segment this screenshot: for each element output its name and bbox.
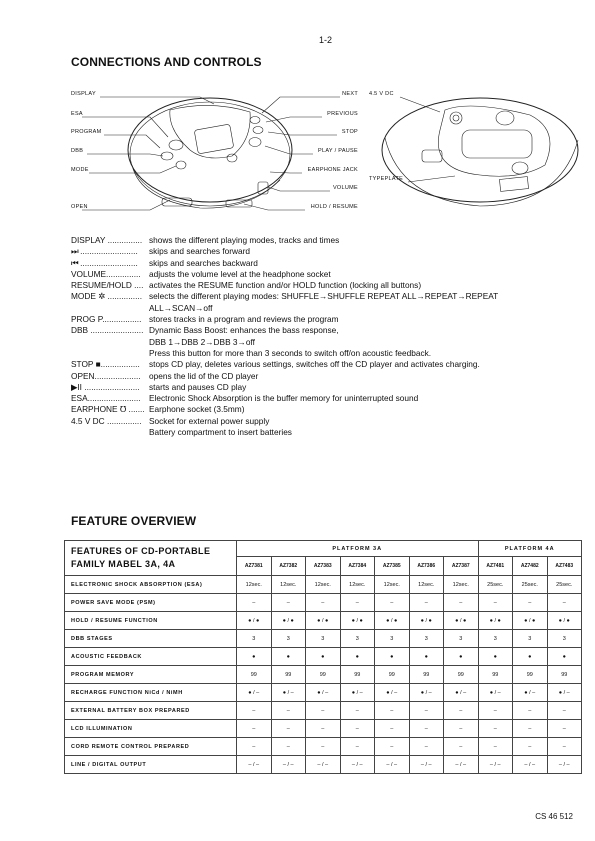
feature-value-cell: ● / ● — [444, 612, 479, 630]
section-title-feature-overview: FEATURE OVERVIEW — [71, 514, 197, 528]
feature-overview-table — [64, 540, 582, 774]
model-header-cell: AZ7481 — [478, 557, 513, 576]
feature-label: LINE / DIGITAL OUTPUT — [65, 756, 237, 774]
control-description-row — [71, 280, 551, 291]
table-row — [65, 648, 582, 666]
feature-value-cell: ● / ● — [340, 612, 375, 630]
model-header-cell: AZ7482 — [513, 557, 548, 576]
feature-value-cell: 99 — [375, 666, 410, 684]
feature-value-cell: 99 — [409, 666, 444, 684]
feature-value-cell: 99 — [547, 666, 582, 684]
feature-value-cell: – / – — [547, 756, 582, 774]
control-text: starts and pauses CD play — [149, 381, 247, 392]
control-text: opens the lid of the CD player — [149, 370, 259, 381]
feature-value-cell: 12sec. — [237, 576, 272, 594]
control-term: ▶II ........................ — [71, 381, 140, 392]
control-text: DBB 1→DBB 2→DBB 3→off — [149, 336, 255, 347]
control-text: shows the different playing modes, tracks and times — [149, 235, 340, 245]
label-dc-socket: 4.5 V DC — [369, 91, 394, 97]
feature-value-cell: ● / – — [547, 684, 582, 702]
feature-value-cell: – / – — [444, 756, 479, 774]
control-text: ALL→SCAN→off — [149, 302, 213, 313]
section-title-connections: CONNECTIONS AND CONTROLS — [71, 55, 262, 69]
feature-value-cell: 3 — [547, 630, 582, 648]
control-text: Press this button for more than 3 seconds to switch off/on acoustic feedback. — [149, 347, 432, 358]
feature-label: PROGRAM MEMORY — [65, 666, 237, 684]
feature-value-cell: ● — [444, 648, 479, 666]
feature-value-cell: – — [444, 702, 479, 720]
feature-value-cell: 99 — [271, 666, 306, 684]
label-typeplate: TYPEPLATE — [369, 176, 404, 182]
feature-value-cell: 12sec. — [306, 576, 341, 594]
document-code: CS 46 512 — [535, 812, 573, 821]
feature-value-cell: 3 — [306, 630, 341, 648]
feature-value-cell: – — [444, 720, 479, 738]
control-description-row — [71, 416, 551, 427]
feature-value-cell: – / – — [478, 756, 513, 774]
model-header-cell: AZ7386 — [409, 557, 444, 576]
feature-value-cell: ● / ● — [409, 612, 444, 630]
platform-3a-header: PLATFORM 3A — [237, 541, 479, 557]
control-description-row — [71, 246, 551, 257]
feature-label: EXTERNAL BATTERY BOX PREPARED — [65, 702, 237, 720]
feature-value-cell: 3 — [478, 630, 513, 648]
feature-value-cell: ● — [547, 648, 582, 666]
table-row — [65, 630, 582, 648]
feature-value-cell: – — [478, 720, 513, 738]
feature-value-cell: 25sec. — [478, 576, 513, 594]
feature-value-cell: – — [547, 738, 582, 756]
feature-value-cell: ● — [271, 648, 306, 666]
feature-label: LCD ILLUMINATION — [65, 720, 237, 738]
feature-value-cell: ● / – — [306, 684, 341, 702]
feature-value-cell: – — [547, 720, 582, 738]
control-term: 4.5 V DC ............... — [71, 415, 142, 426]
model-header-cell: AZ7381 — [237, 557, 272, 576]
feature-value-cell: – — [513, 594, 548, 612]
control-text: stores tracks in a program and reviews the program — [149, 314, 339, 325]
feature-value-cell: ● — [513, 648, 548, 666]
feature-value-cell: – — [340, 702, 375, 720]
feature-value-cell: – — [306, 738, 341, 756]
control-text: Dynamic Bass Boost: enhances the bass response, — [149, 325, 339, 336]
control-description-row — [71, 258, 551, 269]
table-corner-title: FEATURES OF CD-PORTABLE FAMILY MABEL 3A, 4A — [65, 541, 237, 576]
feature-value-cell: – / – — [409, 756, 444, 774]
control-description-row — [71, 348, 551, 359]
feature-value-cell: ● / – — [271, 684, 306, 702]
control-description-row — [71, 427, 551, 438]
feature-value-cell: – — [306, 594, 341, 612]
label-display: DISPLAY — [71, 91, 96, 97]
label-previous: PREVIOUS — [327, 111, 358, 117]
table-row — [65, 756, 582, 774]
feature-value-cell: 99 — [237, 666, 272, 684]
control-description-row — [71, 291, 551, 302]
label-open: OPEN — [71, 204, 88, 210]
feature-value-cell: – — [340, 594, 375, 612]
table-row — [65, 594, 582, 612]
control-description-row — [71, 337, 551, 348]
control-text: skips and searches backward — [149, 257, 258, 268]
control-term: PROG P................. — [71, 314, 142, 325]
feature-value-cell: 3 — [409, 630, 444, 648]
feature-label: CORD REMOTE CONTROL PREPARED — [65, 738, 237, 756]
control-text: selects the different playing modes: SHUFFLE→SHUFFLE REPEAT ALL→REPEAT→REPEAT — [149, 291, 499, 302]
feature-value-cell: – — [237, 594, 272, 612]
control-description-row — [71, 404, 551, 415]
table-row — [65, 738, 582, 756]
control-term: VOLUME............... — [71, 268, 141, 279]
control-term: EARPHONE ℧ ....... — [71, 404, 145, 415]
table-row — [65, 576, 582, 594]
feature-value-cell: 25sec. — [513, 576, 548, 594]
feature-value-cell: ● / – — [375, 684, 410, 702]
control-term: DBB ....................... — [71, 325, 144, 336]
feature-value-cell: – / – — [306, 756, 341, 774]
feature-label: DBB STAGES — [65, 630, 237, 648]
feature-label: POWER SAVE MODE (PSM) — [65, 594, 237, 612]
feature-value-cell: 12sec. — [340, 576, 375, 594]
feature-value-cell: – — [547, 702, 582, 720]
feature-value-cell: 99 — [478, 666, 513, 684]
feature-value-cell: – — [513, 738, 548, 756]
label-stop: STOP — [341, 129, 358, 135]
feature-value-cell: – — [444, 594, 479, 612]
feature-value-cell: – / – — [340, 756, 375, 774]
control-term — [71, 427, 149, 438]
feature-value-cell: – — [478, 594, 513, 612]
feature-value-cell: 99 — [306, 666, 341, 684]
feature-value-cell: – — [478, 702, 513, 720]
label-volume: VOLUME — [332, 185, 358, 191]
feature-value-cell: ● / – — [237, 684, 272, 702]
feature-value-cell: ● / ● — [271, 612, 306, 630]
feature-value-cell: – — [409, 738, 444, 756]
cd-player-front-illustration — [0, 0, 595, 240]
label-dbb: DBB — [71, 148, 84, 154]
feature-value-cell: – — [375, 702, 410, 720]
feature-value-cell: – — [513, 720, 548, 738]
feature-value-cell: ● / – — [513, 684, 548, 702]
control-description-row — [71, 382, 551, 393]
label-mode: MODE — [71, 167, 89, 173]
control-description-row — [71, 314, 551, 325]
feature-value-cell: ● / – — [478, 684, 513, 702]
feature-value-cell: – / – — [513, 756, 548, 774]
label-play-pause: PLAY / PAUSE — [318, 148, 358, 154]
feature-value-cell: – — [547, 594, 582, 612]
feature-value-cell: 12sec. — [271, 576, 306, 594]
page-number: 1-2 — [319, 35, 333, 45]
table-row — [65, 702, 582, 720]
model-header-cell: AZ7383 — [306, 557, 341, 576]
feature-label: ELECTRONIC SHOCK ABSORPTION (ESA) — [65, 576, 237, 594]
feature-value-cell: – — [375, 738, 410, 756]
control-term: ⏮ ......................... — [71, 257, 138, 268]
feature-value-cell: – — [375, 594, 410, 612]
feature-value-cell: 3 — [444, 630, 479, 648]
feature-value-cell: – / – — [271, 756, 306, 774]
feature-value-cell: – — [271, 720, 306, 738]
feature-label: ACOUSTIC FEEDBACK — [65, 648, 237, 666]
feature-value-cell: – — [478, 738, 513, 756]
feature-value-cell: ● — [409, 648, 444, 666]
feature-value-cell: 25sec. — [547, 576, 582, 594]
feature-value-cell: 3 — [237, 630, 272, 648]
control-text: stops CD play, deletes various settings, switches off the CD player and activates charging. — [149, 359, 480, 370]
control-term: ESA....................... — [71, 393, 141, 404]
feature-label: RECHARGE FUNCTION NiCd / NiMH — [65, 684, 237, 702]
feature-value-cell: – — [237, 720, 272, 738]
control-term: ⏭ ......................... — [71, 246, 138, 257]
feature-value-cell: 12sec. — [444, 576, 479, 594]
control-description-row — [71, 393, 551, 404]
model-header-cell: AZ7384 — [340, 557, 375, 576]
feature-value-cell: ● — [306, 648, 341, 666]
control-description-row — [71, 359, 551, 370]
control-text: activates the RESUME function and/or HOLD function (locking all buttons) — [149, 280, 422, 291]
feature-value-cell: – — [271, 738, 306, 756]
feature-value-cell: – — [409, 594, 444, 612]
feature-value-cell: 3 — [340, 630, 375, 648]
feature-value-cell: 12sec. — [409, 576, 444, 594]
feature-value-cell: ● / – — [340, 684, 375, 702]
feature-value-cell: ● — [340, 648, 375, 666]
control-description-row — [71, 303, 551, 314]
feature-value-cell: – — [340, 738, 375, 756]
label-hold-resume: HOLD / RESUME — [310, 204, 358, 210]
feature-value-cell: – — [340, 720, 375, 738]
control-term: MODE ✲ ............... — [71, 291, 143, 302]
feature-value-cell: ● / – — [444, 684, 479, 702]
feature-value-cell: – — [237, 738, 272, 756]
feature-value-cell: ● / ● — [237, 612, 272, 630]
feature-value-cell: – — [271, 594, 306, 612]
model-header-cell: AZ7385 — [375, 557, 410, 576]
feature-value-cell: – — [513, 702, 548, 720]
feature-value-cell: ● / ● — [513, 612, 548, 630]
control-text: Electronic Shock Absorption is the buffer memory for uninterrupted sound — [149, 393, 419, 404]
feature-value-cell: ● / ● — [478, 612, 513, 630]
table-row — [65, 612, 582, 630]
label-esa: ESA — [71, 111, 83, 117]
control-description-row — [71, 235, 551, 246]
control-term — [71, 337, 149, 348]
control-text: adjusts the volume level at the headphone socket — [149, 268, 331, 279]
controls-description-list — [71, 235, 551, 438]
feature-value-cell: 3 — [513, 630, 548, 648]
feature-value-cell: – — [306, 702, 341, 720]
feature-value-cell: ● — [375, 648, 410, 666]
model-header-cell: AZ7382 — [271, 557, 306, 576]
feature-value-cell: ● — [237, 648, 272, 666]
platform-4a-header: PLATFORM 4A — [478, 541, 582, 557]
feature-label: HOLD / RESUME FUNCTION — [65, 612, 237, 630]
feature-value-cell: 3 — [375, 630, 410, 648]
feature-value-cell: ● / ● — [547, 612, 582, 630]
feature-value-cell: 99 — [444, 666, 479, 684]
control-text: skips and searches forward — [149, 246, 250, 257]
control-term — [71, 348, 149, 359]
feature-value-cell: – / – — [237, 756, 272, 774]
model-header-cell: AZ7387 — [444, 557, 479, 576]
feature-value-cell: 99 — [340, 666, 375, 684]
table-row — [65, 720, 582, 738]
feature-value-cell: – / – — [375, 756, 410, 774]
label-program: PROGRAM — [71, 129, 102, 135]
control-description-row — [71, 325, 551, 336]
control-term: OPEN.................... — [71, 370, 141, 381]
feature-value-cell: – — [375, 720, 410, 738]
feature-value-cell: 3 — [271, 630, 306, 648]
feature-value-cell: – — [409, 702, 444, 720]
control-text: Battery compartment to insert batteries — [149, 427, 292, 438]
control-term: STOP ■................. — [71, 359, 140, 370]
control-term: RESUME/HOLD .... — [71, 280, 144, 291]
control-description-row — [71, 269, 551, 280]
control-term: DISPLAY ............... — [71, 235, 143, 245]
control-term — [71, 303, 149, 314]
feature-value-cell: – — [237, 702, 272, 720]
control-text: Socket for external power supply — [149, 415, 270, 426]
feature-value-cell: ● / ● — [375, 612, 410, 630]
feature-value-cell: 99 — [513, 666, 548, 684]
table-row — [65, 666, 582, 684]
table-row — [65, 684, 582, 702]
label-earphone-jack: EARPHONE JACK — [307, 167, 358, 173]
feature-value-cell: ● / ● — [306, 612, 341, 630]
feature-value-cell: – — [409, 720, 444, 738]
feature-value-cell: – — [444, 738, 479, 756]
model-header-cell: AZ7483 — [547, 557, 582, 576]
feature-value-cell: – — [306, 720, 341, 738]
control-text: Earphone socket (3.5mm) — [149, 404, 245, 415]
feature-value-cell: 12sec. — [375, 576, 410, 594]
feature-value-cell: ● / – — [409, 684, 444, 702]
feature-value-cell: – — [271, 702, 306, 720]
feature-value-cell: ● — [478, 648, 513, 666]
control-description-row — [71, 371, 551, 382]
label-next: NEXT — [342, 91, 358, 97]
